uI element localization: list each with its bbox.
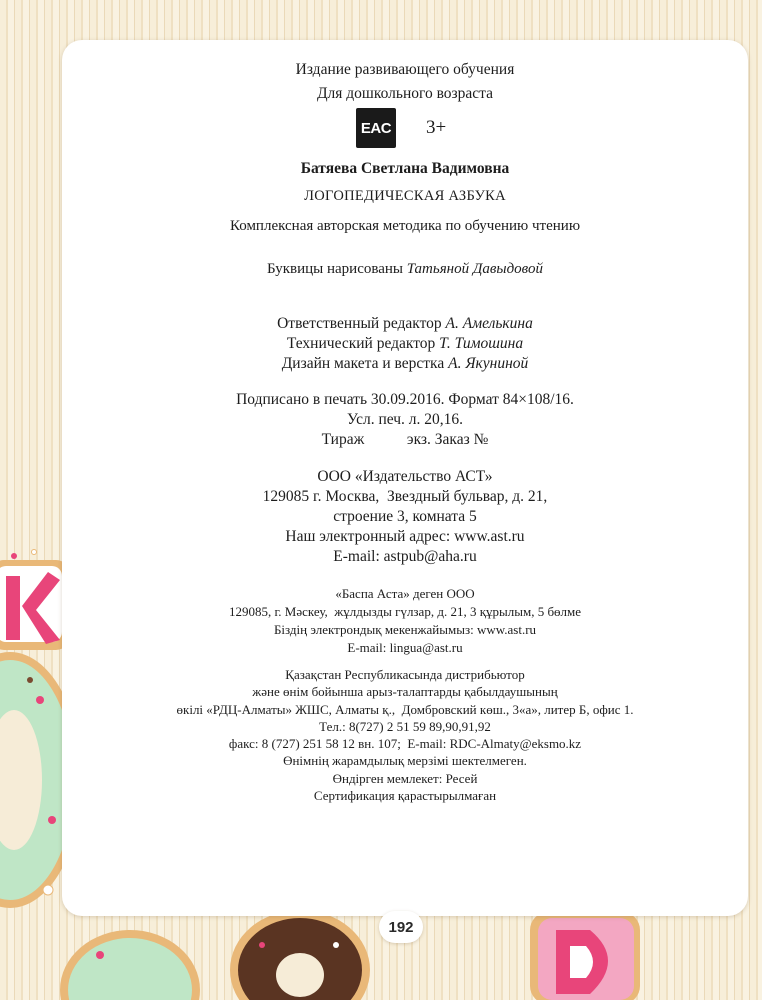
certification-row [356,108,446,148]
book-imprint-page [62,40,748,916]
kazakh-publisher-line: E-mail: lingua@ast.ru [347,640,463,655]
editor-line [62,314,748,334]
editor-name: Т. Тимошина [439,335,524,352]
distributor-line: және өнім бойынша арыз-талаптарды қабылдаушының [252,684,558,700]
kazakh-publisher-line: 129085, г. Мәскеу, жұлдызды гүлзар, д. 21, 3 құрылым, 5 бөлме [228,604,582,619]
distributor-line: Өнімнің жарамдылық мерзімі шектелмеген. [283,753,527,769]
page-number: 192 [379,911,423,943]
publisher-line: Наш электронный адрес: www.ast.ru [285,528,525,545]
illustrations-credit [62,258,748,280]
edition-line-2: Для дошкольного возраста [316,85,494,102]
distributor-line: факс: 8 (727) 251 58 12 вн. 107; E-mail: RDC-Almaty@eksmo.kz [228,736,582,752]
publisher-line: строение 3, комната 5 [333,508,477,525]
publisher-info [62,467,748,567]
author-name: Батяева Светлана Вадимовна [300,160,510,177]
kazakh-publisher-line: Біздің электрондық мекенжайымыз: www.ast.ru [273,622,537,637]
print-info-line: Тираж экз. Заказ № [321,431,489,448]
distributor-line: өкілі «РДЦ-Алматы» ЖШС, Алматы қ., Домбровский көш., 3«а», литер Б, офис 1. [176,701,634,717]
illustrator-name: Татьяной Давыдовой [406,261,543,277]
cookie-letter-k [0,550,70,651]
distributor-line: Тел.: 8(727) 2 51 59 89,90,91,92 [319,718,491,734]
editors-credits [62,314,748,374]
illustrations-label: Буквицы нарисованы [266,261,403,277]
cookie-letter-green-bottom [60,930,200,1000]
distributor-info [62,666,748,804]
editor-role: Технический редактор [286,335,436,352]
print-info-line: Усл. печ. л. 20,16. [346,411,464,428]
distributor-line: Сертификация қарастырылмаған [313,788,497,804]
editor-name: А. Якуниной [448,355,529,372]
edition-info [62,58,748,106]
print-info [62,390,748,450]
age-rating: 3+ [426,117,447,138]
publisher-line: E-mail: astpub@aha.ru [333,548,477,565]
edition-line-1: Издание развивающего обучения [295,61,515,78]
cookie-letter-d [530,912,640,1000]
eac-mark-icon: EAC [356,108,396,148]
editor-line [62,354,748,374]
editor-role: Дизайн макета и верстка [281,355,445,372]
kazakh-publisher-line: «Баспа Аста» деген ООО [335,586,475,601]
cookie-letter-o-chocolate [230,910,370,1000]
book-title: ЛОГОПЕДИЧЕСКАЯ АЗБУКА [304,188,506,204]
editor-name: А. Амелькина [445,315,533,332]
distributor-line: Қазақстан Республикасында дистрибьютор [285,667,525,682]
distributor-line: Өндірген мемлекет: Ресей [332,770,478,786]
kazakh-publisher-info [62,585,748,657]
book-subtitle: Комплексная авторская методика по обучению чтению [229,218,581,234]
editor-line [62,334,748,354]
print-info-line: Подписано в печать 30.09.2016. Формат 84×108/16. [236,391,574,408]
publisher-line: ООО «Издательство АСТ» [317,468,493,485]
publisher-line: 129085 г. Москва, Звездный бульвар, д. 21, [262,488,548,505]
editor-role: Ответственный редактор [277,315,442,332]
